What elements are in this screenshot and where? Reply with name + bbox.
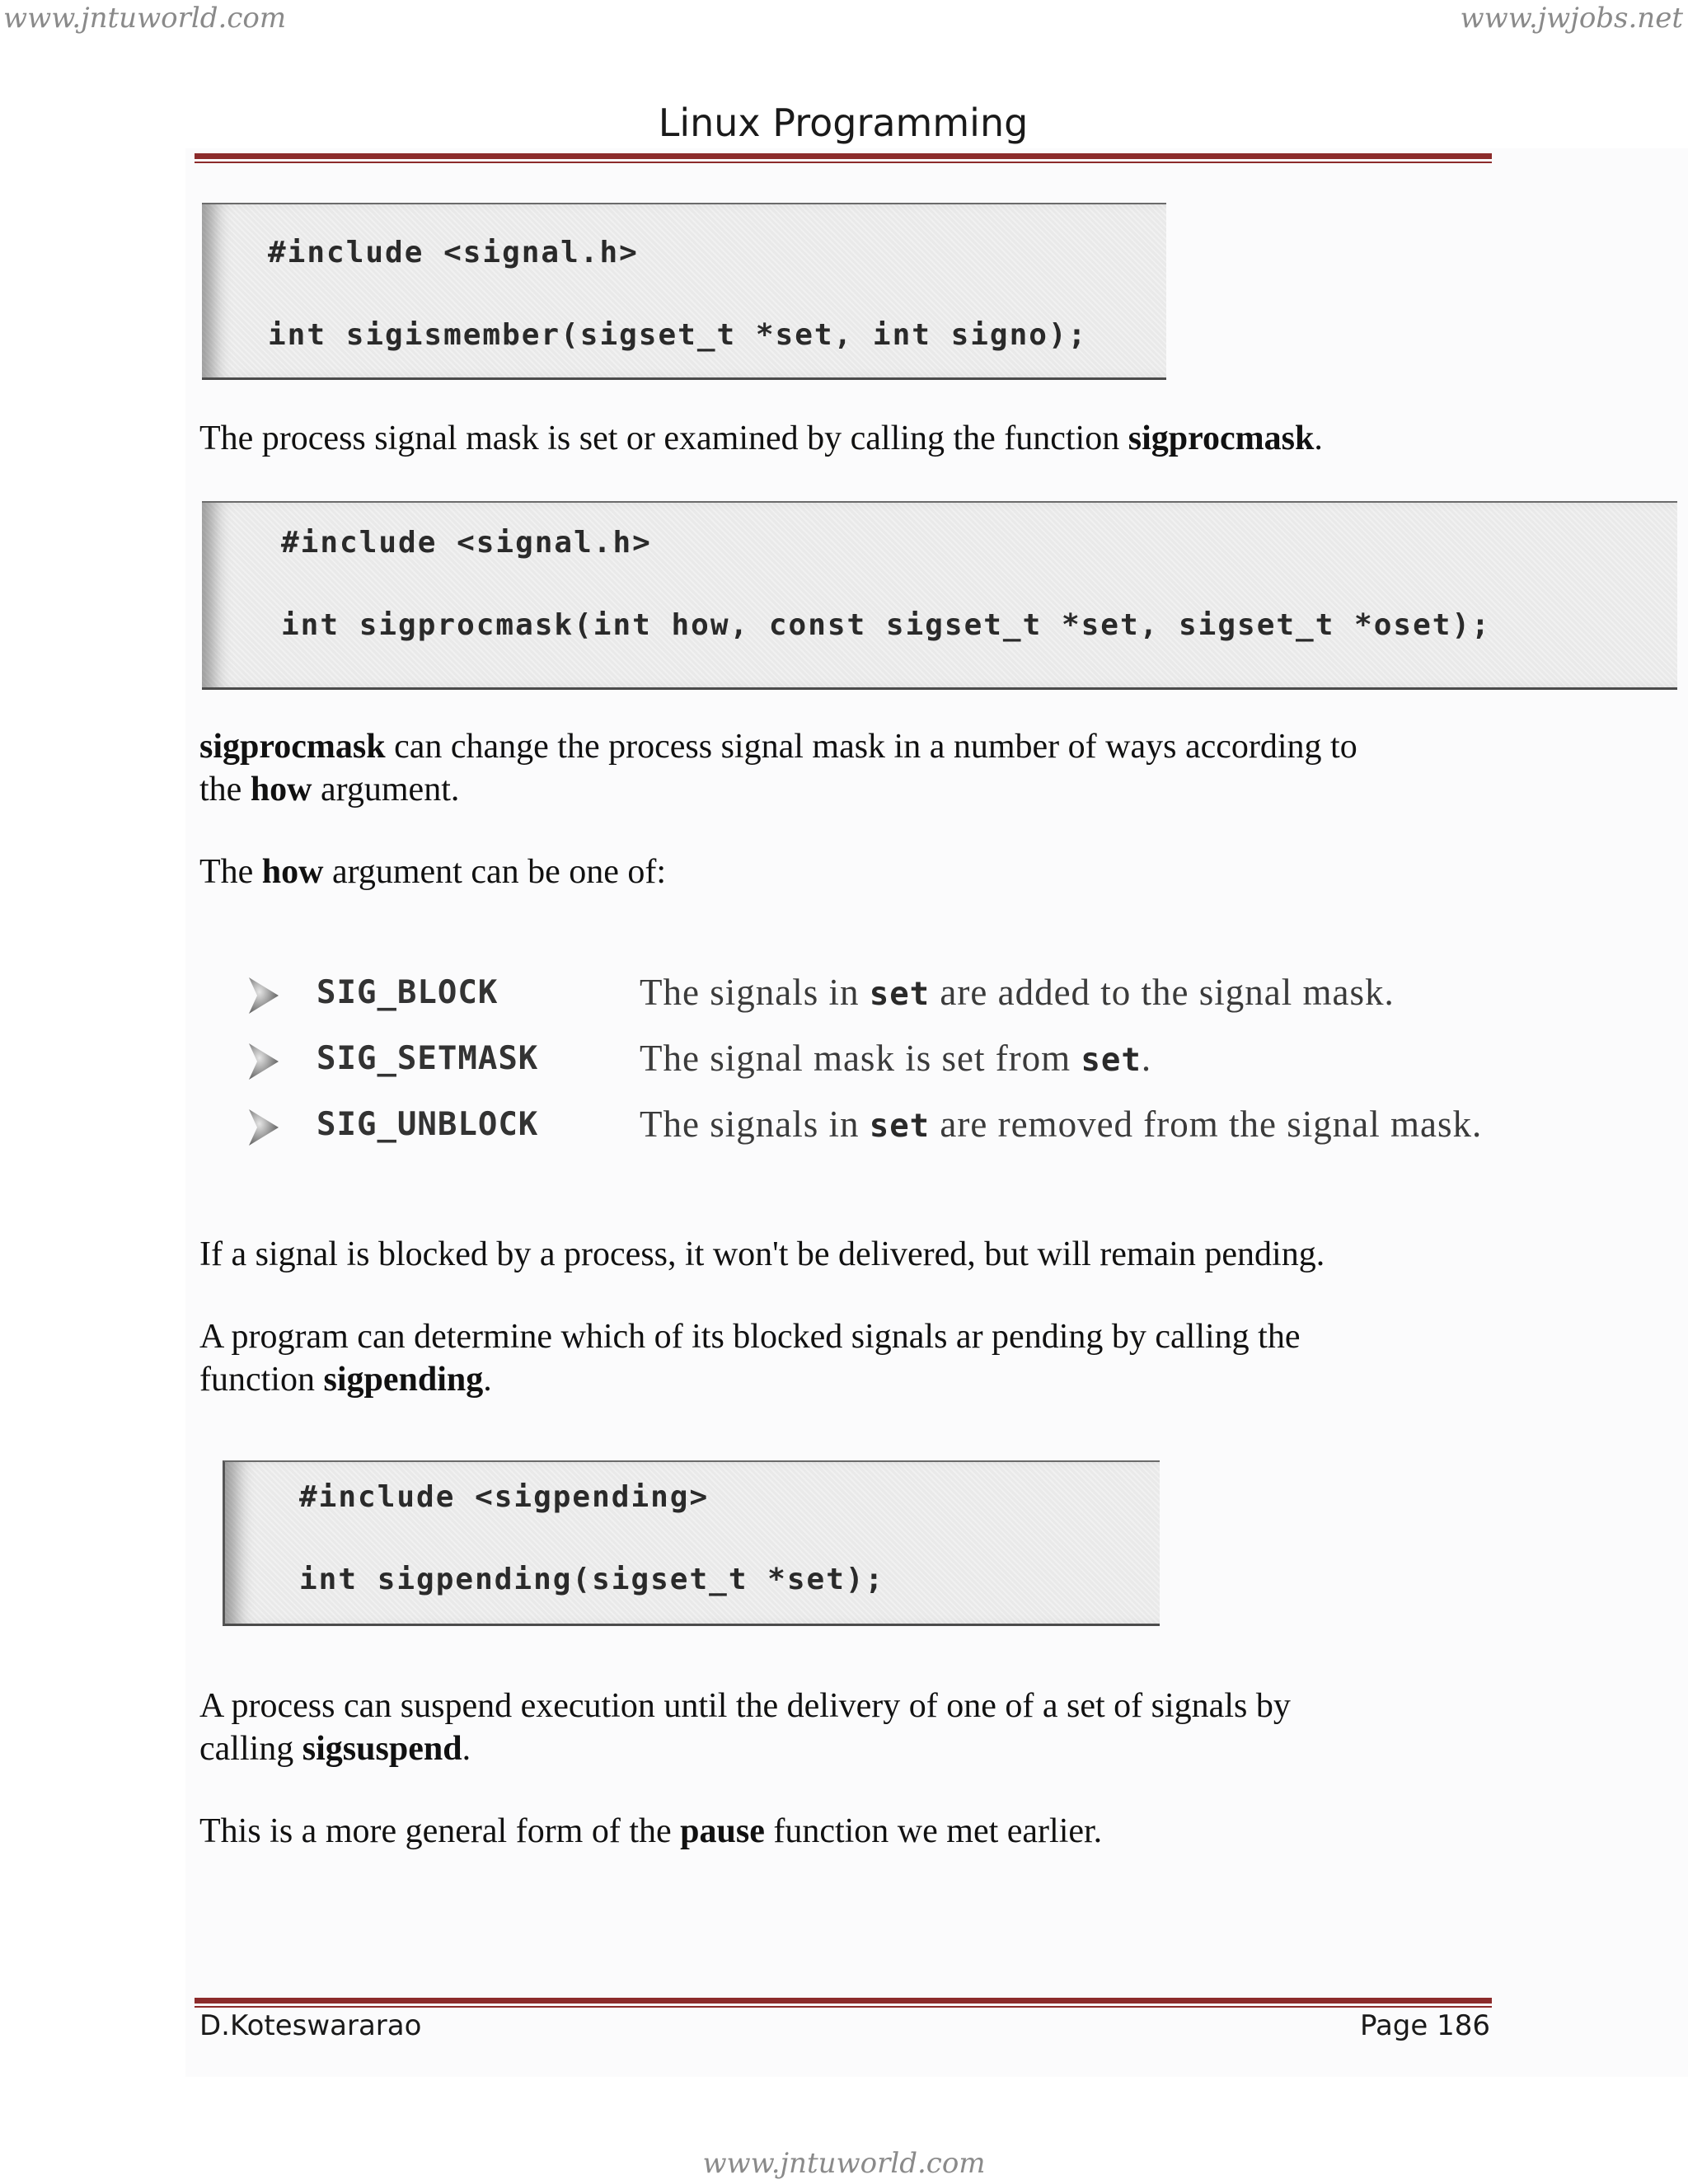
paragraph-sigpending-intro: A program can determine which of its blocked signals ar pending by calling the function sigpending. [199,1318,1301,1399]
code-block-sigprocmask [202,501,1677,690]
code-line-include: #include <sigpending> [299,1480,710,1514]
watermark-top-right: www.jwjobs.net [1460,2,1683,35]
bullet-arrow-icon [246,1108,282,1147]
footer-page-number: Page 186 [1359,2009,1490,2042]
term-sigprocmask: sigprocmask [1128,419,1315,457]
page-title: Linux Programming [658,101,1029,145]
watermark-top-left: www.jntuworld.com [3,2,287,35]
term-sigpending: sigpending [323,1361,484,1399]
paragraph-sigprocmask-intro: The process signal mask is set or examined by calling the function sigprocmask. [199,419,1323,457]
footer-rule [195,1998,1492,2008]
code-block-sigismember [202,203,1166,380]
footer-author: D.Koteswararao [199,2009,422,2042]
bullet-arrow-icon [246,1042,282,1081]
paragraph-how-argument: The how argument can be one of: [199,853,667,891]
code-line-prototype: int sigprocmask(int how, const sigset_t *set, sigset_t *oset); [281,608,1491,642]
code-block-sigpending [223,1460,1160,1626]
how-option-description: The signal mask is set from set. [640,1038,1152,1079]
code-line-prototype: int sigpending(sigset_t *set); [299,1563,885,1596]
watermark-bottom: www.jntuworld.com [702,2147,986,2180]
header-rule [195,153,1492,163]
how-option-description: The signals in set are added to the signal mask. [640,972,1395,1013]
paragraph-sigprocmask-description: sigprocmask can change the process signal mask in a number of ways according to the how argument. [199,728,1357,808]
term-sigsuspend: sigsuspend [302,1730,462,1768]
code-line-include: #include <signal.h> [268,236,639,269]
how-option-name: SIG_BLOCK [316,974,499,1011]
how-option-name: SIG_SETMASK [316,1040,539,1077]
how-option-description: The signals in set are removed from the signal mask. [640,1104,1483,1145]
how-option-name: SIG_UNBLOCK [316,1106,539,1143]
paragraph-sigsuspend-intro: A process can suspend execution until the delivery of one of a set of signals by calling sigsuspend. [199,1687,1291,1768]
term-pause: pause [680,1812,765,1850]
paragraph-blocked-signal: If a signal is blocked by a process, it won't be delivered, but will remain pending. [199,1235,1325,1273]
bullet-arrow-icon [246,976,282,1015]
code-line-include: #include <signal.h> [281,526,652,560]
code-line-prototype: int sigismember(sigset_t *set, int signo); [268,318,1088,352]
paragraph-pause: This is a more general form of the pause function we met earlier. [199,1812,1103,1850]
